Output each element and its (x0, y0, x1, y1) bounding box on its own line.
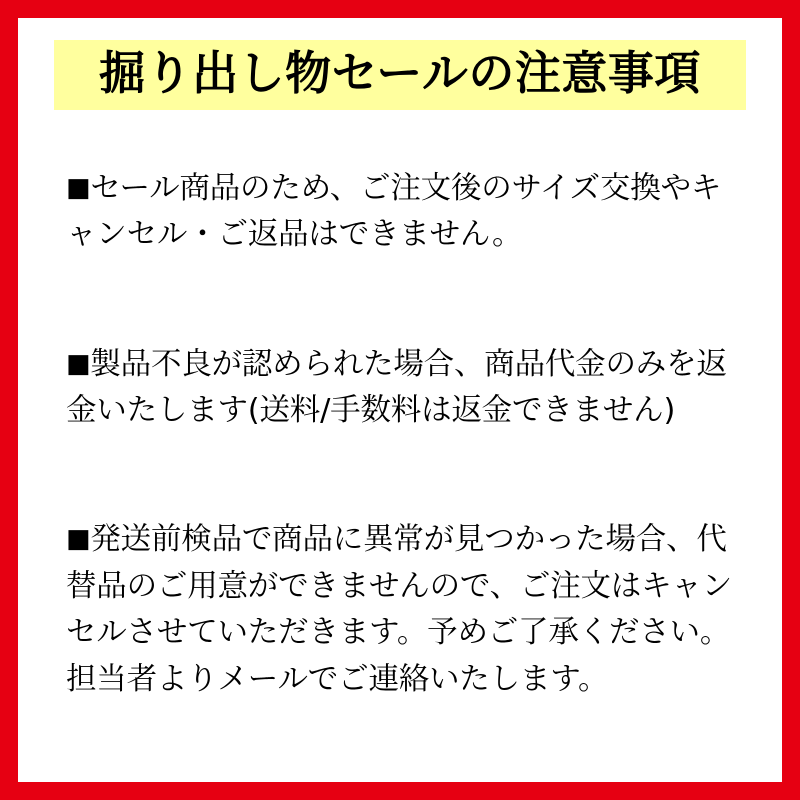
list-item-text: 製品不良が認められた場合、商品代金のみを返金いたします(送料/手数料は返金できません) (66, 346, 727, 429)
title-banner (54, 40, 746, 110)
square-bullet-icon: ■ (66, 173, 91, 204)
list-item-text: セール商品のため、ご注文後のサイズ交換やキャンセル・ご返品はできません。 (66, 171, 722, 253)
page-title: 掘り出し物セールの注意事項 (99, 46, 701, 100)
square-bullet-icon: ■ (66, 524, 91, 555)
square-bullet-icon: ■ (66, 348, 91, 379)
notice-list (18, 110, 782, 734)
list-item (66, 166, 738, 259)
list-item (66, 517, 738, 702)
list-item (66, 342, 738, 435)
list-item-text: 発送前検品で商品に異常が見つかった場合、代替品のご用意ができませんので、ご注文はキャンセルさせていただきます。予めご了承ください。担当者よりメールでご連絡いたします。 (66, 522, 732, 697)
